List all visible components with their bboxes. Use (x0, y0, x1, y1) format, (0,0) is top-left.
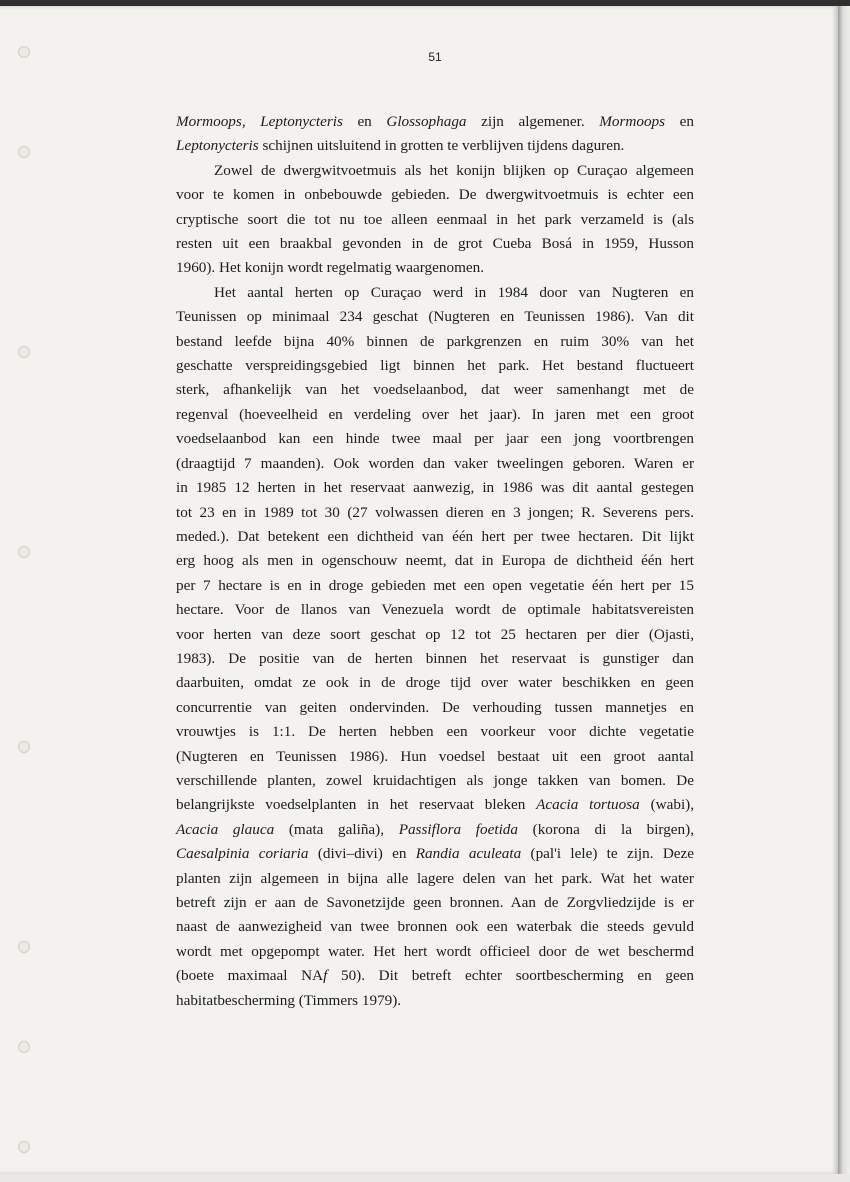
text-line: naast de aanwezigheid van twee bronnen ook een waterbak die steeds gevuld (176, 918, 694, 936)
taxon-name: Glossophaga (386, 113, 467, 130)
text-line: verschillende planten, zowel kruidachtigen als jonge takken van bomen. De (176, 771, 694, 789)
text-line: cryptische soort die tot nu toe alleen eenmaal in het park verzameld is (als (176, 210, 694, 228)
page-edge-right (838, 6, 850, 1182)
taxon-name: Mormoops, Leptonycteris (176, 113, 343, 130)
text-line: resten uit een braakbal gevonden in de grot Cueba Bosá in 1959, Husson (176, 235, 694, 253)
text-line: concurrentie van geiten ondervinden. De verhouding tussen mannetjes en (176, 698, 694, 716)
page-number: 51 (428, 50, 442, 64)
taxon-name: Mormoops (599, 113, 666, 130)
text-run: (mata galiña), (288, 820, 385, 838)
text-run: en (679, 113, 694, 130)
taxon-name: Acacia glauca (176, 820, 275, 838)
text-line: in 1985 12 herten in het reservaat aanwezig, in 1986 was dit aantal gestegen (176, 479, 694, 497)
text-run: (wabi), (650, 796, 695, 814)
text-line: wordt met opgepompt water. Het hert wordt officieel door de wet beschermd (176, 942, 694, 960)
binder-hole-mark (18, 546, 30, 558)
text-run: zijn algemener. (481, 113, 585, 130)
taxon-name: Caesalpinia coriaria (176, 845, 309, 863)
text-run: 50). Dit betreft echter soortbescherming en geen (340, 967, 695, 985)
text-line (176, 134, 694, 158)
binder-hole-mark (18, 1041, 30, 1053)
text-run: (boete maximaal NA (176, 967, 324, 985)
taxon-name: Leptonycteris (176, 137, 259, 155)
text-run: (divi–divi) en (317, 845, 407, 863)
text-line: daarbuiten, omdat ze ook in de droge tijd over water beschikken en geen (176, 674, 694, 692)
binder-hole-mark (18, 941, 30, 953)
text-line: 1983). De positie van de herten binnen het reservaat is gunstiger dan (176, 649, 694, 667)
text-line: Zowel de dwergwitvoetmuis als het konijn blijken op Curaçao algemeen (214, 161, 694, 179)
paragraph-deer (176, 281, 694, 1013)
body-text (176, 110, 694, 1013)
text-line: (draagtijd 7 maanden). Ook worden dan vaker tweelingen geboren. Waren er (176, 454, 694, 472)
text-line (176, 110, 694, 134)
taxon-name: Randia aculeata (415, 845, 522, 863)
text-line (176, 818, 694, 842)
text-line: voor te komen in onbebouwde gebieden. De dwergwitvoetmuis is echter een (176, 186, 694, 204)
text-line: habitatbescherming (Timmers 1979). (176, 991, 402, 1009)
text-line: (Nugteren en Teunissen 1986). Hun voedsel bestaat uit een groot aantal (176, 747, 694, 765)
text-line: bestand leefde bijna 40% binnen de parkgrenzen en ruim 30% van het (176, 332, 694, 350)
text-line: regenval (hoeveelheid en verdeling over het jaar). In jaren met een groot (176, 405, 694, 423)
text-run: (pal'i lele) te zijn. Deze (530, 845, 695, 863)
taxon-name: Acacia tortuosa (536, 796, 640, 814)
binder-hole-mark (18, 146, 30, 158)
text-line: Teunissen op minimaal 234 geschat (Nugteren en Teunissen 1986). Van dit (176, 308, 694, 326)
page-edge-bottom (0, 1174, 850, 1182)
text-line (176, 964, 694, 988)
text-line: voedselaanbod kan een hinde twee maal per jaar een jong voortbrengen (176, 430, 694, 448)
text-line: Het aantal herten op Curaçao werd in 1984 door van Nugteren en (214, 283, 694, 301)
text-line: hectare. Voor de llanos van Venezuela wordt de optimale habitatsvereisten (176, 601, 694, 619)
binder-hole-mark (18, 346, 30, 358)
text-run: en (357, 113, 372, 130)
text-line: meded.). Dat betekent een dichtheid van één hert per twee hectaren. Dit lijkt (176, 527, 694, 545)
text-run: belangrijkste voedselplanten in het reservaat bleken (176, 796, 526, 814)
text-line: tot 23 en in 1989 tot 30 (27 volwassen dieren en 3 jongen; R. Severens pers. (176, 503, 694, 521)
text-line: geschatte verspreidingsgebied ligt binnen het park. Het bestand fluctueert (176, 357, 694, 375)
text-line: vrouwtjes is 1:1. De herten hebben een voorkeur voor dichte vegetatie (176, 723, 694, 741)
text-line: planten zijn algemeen in bijna alle lagere delen van het park. Wat het water (176, 869, 694, 887)
text-run: schijnen uitsluitend in grotten te verblijven tijdens daguren. (262, 137, 625, 155)
text-run: (korona di la birgen), (532, 820, 694, 838)
paragraph-mouse-rabbit (176, 159, 694, 281)
taxon-name: Passiflora foetida (398, 820, 518, 838)
binder-hole-mark (18, 1141, 30, 1153)
text-line: betreft zijn er aan de Savonetzijde geen bronnen. Aan de Zorgvliedzijde is er (176, 894, 694, 911)
text-line: voor herten van deze soort geschat op 12 tot 25 hectaren per dier (Ojasti, (176, 625, 694, 643)
binder-hole-mark (18, 741, 30, 753)
text-line (176, 842, 694, 866)
text-line: per 7 hectare is en in droge gebieden met een open vegetatie één hert per 15 (176, 576, 694, 594)
text-line: sterk, afhankelijk van het voedselaanbod, dat weer samenhangt met de (176, 381, 694, 399)
text-line: erg hoog als men in ogenschouw neemt, dat in Europa de dichtheid één hert (176, 552, 694, 570)
text-line (176, 793, 694, 817)
currency-symbol: f (323, 967, 328, 985)
text-line: 1960). Het konijn wordt regelmatig waargenomen. (176, 259, 485, 277)
paragraph-bats (176, 110, 694, 159)
